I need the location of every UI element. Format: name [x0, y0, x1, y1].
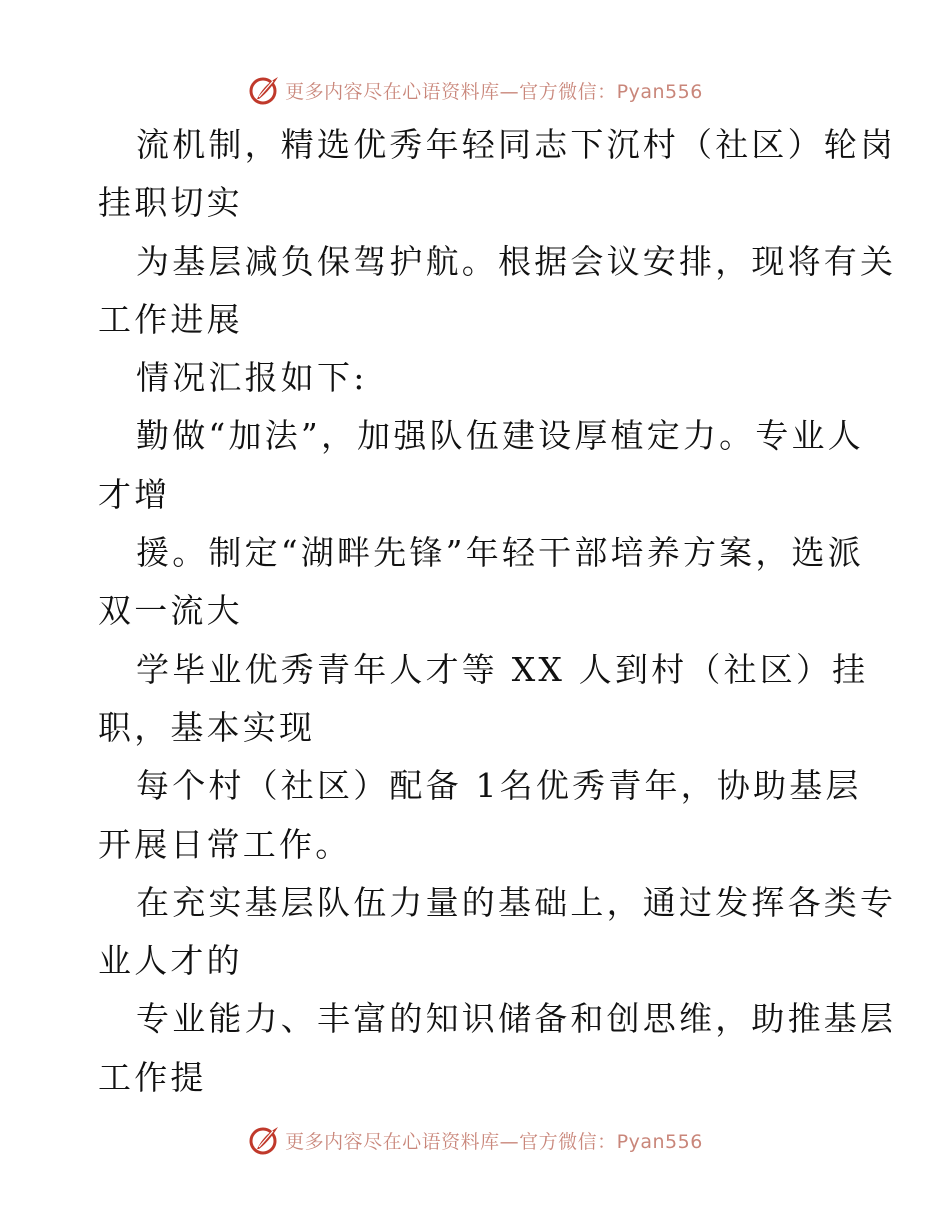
body-line: 为基层减负保驾护航。根据会议安排，现将有关 — [136, 241, 897, 281]
brand-text: 更多内容尽在心语资料库— — [285, 80, 520, 103]
feather-pen-circle-icon — [247, 1123, 281, 1157]
body-line: 勤做“加法”，加强队伍建设厚植定力。专业人 — [136, 416, 864, 456]
body-line: 开展日常工作。 — [98, 824, 352, 864]
body-line: 挂职切实 — [98, 183, 243, 223]
body-line: 双一流大 — [98, 591, 243, 631]
body-line: 才增 — [98, 474, 171, 514]
body-line: 在充实基层队伍力量的基础上，通过发挥各类专 — [136, 882, 897, 922]
wechat-text: 官方微信：Pyan556 — [519, 80, 703, 103]
body-line: 工作进展 — [98, 299, 243, 339]
body-line: 学毕业优秀青年人才等 XX 人到村（社区）挂 — [136, 649, 869, 689]
body-line: 专业能力、丰富的知识储备和创思维，助推基层 — [136, 999, 897, 1039]
page-header — [0, 70, 950, 110]
body-line: 流机制，精选优秀年轻同志下沉村（社区）轮岗 — [136, 125, 897, 164]
feather-pen-circle-icon — [247, 73, 281, 107]
body-line: 职，基本实现 — [98, 707, 316, 747]
body-line: 工作提 — [98, 1057, 207, 1097]
body-line: 业人才的 — [98, 941, 243, 981]
brand-text: 更多内容尽在心语资料库— — [285, 1130, 520, 1153]
document-body — [98, 116, 897, 1107]
wechat-text: 官方微信：Pyan556 — [519, 1130, 703, 1153]
body-line: 援。制定“湖畔先锋”年轻干部培养方案，选派 — [136, 533, 864, 573]
body-line: 每个村（社区）配备 1名优秀青年，协助基层 — [136, 766, 862, 806]
body-line: 情况汇报如下: — [136, 358, 368, 398]
page-footer — [0, 1120, 950, 1160]
